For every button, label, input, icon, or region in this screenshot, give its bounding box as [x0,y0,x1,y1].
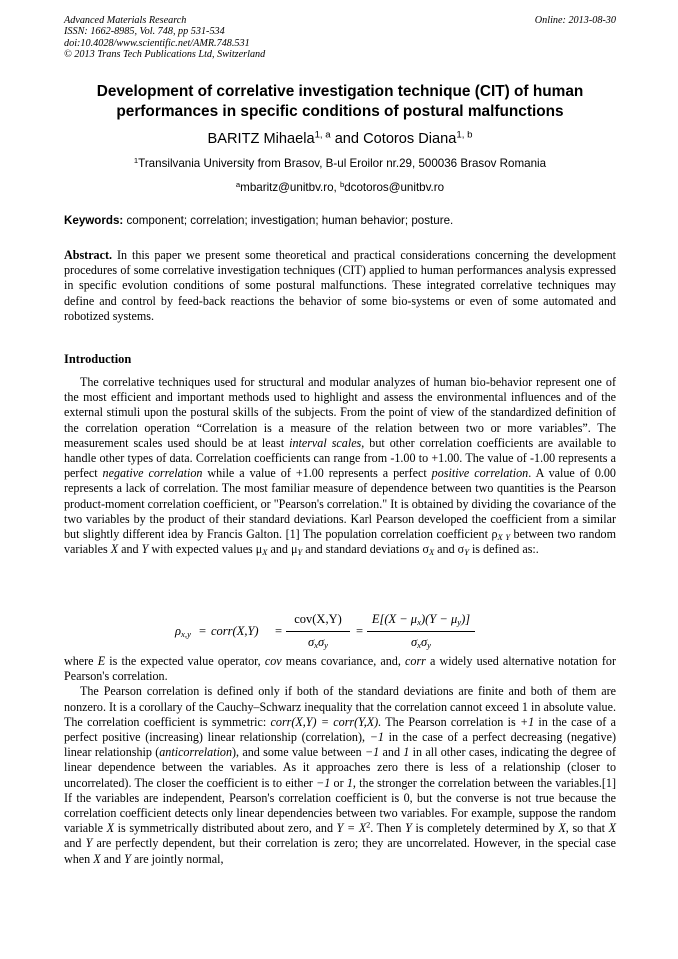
text-run: . A value of 0.00 represents a lack of correlation. The most familiar measure of dependence between two quantities is the Pearson product-moment correlation coefficient, or "Pearson's correlation." It is obtained by dividing the covariance of the two variables by the product of their standard deviations. Karl Pearson developed the coefficient from a similar but slightly different idea by Francis Galton. [1] The population correlation coefficient [64,466,616,542]
author-emails [64,180,616,195]
text-run: are jointly normal, [130,851,224,866]
eq-sigma: σ [318,635,325,649]
intro-paragraphs-2-3 [64,654,616,867]
abstract-label: Abstract. [64,248,113,262]
italic-run: corr(X,Y) = corr(Y,X). [270,714,382,729]
text-run: while a value of +1.00 represents a perfect [202,466,432,481]
eq-expectation-denominator [367,635,475,650]
eq-fraction-expectation [367,612,475,652]
text-run: and [267,542,291,557]
rho-subscript: X Y [497,532,511,543]
text-run: is completely determined by [411,821,559,836]
mu-x-subscript: X [262,547,268,558]
superscript-2: 2 [366,820,371,830]
author-2: Cotoros Diana [363,131,457,147]
online-date: Online: 2013-08-30 [534,15,616,26]
text-run: ), and some value between [232,745,366,760]
text-run: and standard deviations [302,542,423,557]
section-heading-introduction: Introduction [64,352,132,366]
eq-e-part-1: E[(X − μ [371,612,418,626]
copyright-line: © 2013 Trans Tech Publications Ltd, Switzerland [64,49,266,61]
text-run: The Pearson correlation is defined only if both of the standard deviations are finite and both of them are nonzero. It is a corollary of the Cauchy–Schwarz inequality that the correlation cannot exceed 1 in absolute value. The correlation coefficient is symmetric: [64,684,616,729]
correlation-equation [175,612,475,654]
sigma-symbol: σ [422,542,429,557]
italic-run: negative correlation [102,466,203,481]
affiliation-mark: 1 [133,155,139,165]
var-y: Y [405,821,412,836]
email-mark-a: a [235,179,241,189]
eq-sub-y: y [427,640,432,651]
italic-run: −1 [365,745,380,760]
rho-symbol: ρ [491,527,498,542]
italic-run: anticorrelation [159,745,233,760]
author-list [64,130,616,148]
eq-rho: ρ [175,624,181,638]
italic-run: positive correlation [431,466,529,481]
title-line-2: performances in specific conditions of postural malfunctions [116,102,564,120]
intro-paragraph-1 [64,375,616,557]
text-run: between two random variables [64,527,616,557]
eq-sub-y: y [457,617,462,628]
eq-sigma: σ [307,635,315,649]
email-a: mbaritz@unitbv.ro, [240,181,340,194]
italic-run: interval scales [289,435,362,450]
eq-fraction-bar [286,631,350,632]
text-run: and [379,745,404,760]
eq-equals-3: = [356,624,364,638]
italic-run: 1, [346,775,356,790]
italic-run: cov [264,654,282,668]
eq-sub-y: y [324,640,329,651]
author-and: and [330,131,364,147]
italic-run: corr [405,654,426,668]
var-y: Y [124,851,131,866]
eq-cov-numerator [286,612,350,627]
author-1-affiliation: 1, a [314,129,331,141]
eq-rho-subscript: x,y [181,629,191,640]
abstract-text: In this paper we present some theoretical and practical considerations concerning the development procedures of some correlative investigation techniques (CIT) applied to human performances analysis expressed in specific evolution conditions of some postural malfunctions. These integrated correlative techniques may define and control by feed-back reactions the behavior of some bio-systems or even of some automated and robotized systems. [64,248,616,323]
doi-line: doi:10.4028/www.scientific.net/AMR.748.531 [64,37,250,49]
title-line-1: Development of correlative investigation technique (CIT) of human [96,83,584,100]
keywords-text: component; correlation; investigation; human behavior; posture. [123,214,454,227]
text-run: means covariance, and, [281,654,406,668]
text-run: , but other correlation coefficients are available to handle other types of data. Correlation coefficients can range from -1.00 to +1.00. The value of -1.00 represents a perfect [64,435,616,481]
text-run: a widely used alternative notation for Pearson's correlation. [64,654,616,684]
keywords [64,213,616,228]
eq-sigma: σ [421,635,428,649]
eq-e-part-2: )(Y − μ [420,612,458,626]
journal-header [64,15,616,61]
abstract [64,248,616,324]
text-run: is defined as:. [468,542,539,557]
var-x: X [558,821,566,836]
italic-run: E [97,654,106,668]
var-x: X [608,821,617,836]
text-run: The Pearson correlation is [381,714,520,729]
eq-cov-denominator [286,635,350,650]
text-run: is symmetrically distributed about zero, and [113,821,337,836]
email-mark-b: b [339,179,345,189]
text-run: where [64,654,98,668]
var-y: Y [85,836,93,851]
eq-equals-1: = [199,624,207,638]
eq-sub-x: x [417,617,421,628]
text-run: with expected values [148,542,256,557]
eq-e-part-3: )] [461,612,471,626]
text-run: The correlative techniques used for structural and modular analyzes of human bio-behavior represent one of the most efficient and important methods used to highlight and assess the environmental influences and of the external stimuli upon the postural skills of the subjects. From the point of view of the standardized definition of the correlation operation “Correlation is a measure of the relation between two or more variables”. The measurement scales used should be at least [64,375,616,450]
text-run: . Then [370,821,406,836]
eq-sigma: σ [410,635,418,649]
eq-corr: corr(X,Y) [211,624,259,638]
sigma-y-subscript: Y [464,547,469,558]
sigma-x-subscript: X [428,547,435,558]
eq-sub-x: x [314,640,318,651]
text-run: in the case of a perfect decreasing (negative) linear relationship ( [64,730,616,760]
text-run: and [434,542,458,557]
eq-fraction-cov [286,612,350,652]
sigma-symbol: σ [457,542,465,557]
italic-run: 1 [403,745,410,760]
var-x: X [110,542,119,557]
eq-equals-2: = [275,624,283,638]
equation-lhs [175,624,191,639]
journal-name: Advanced Materials Research [64,15,187,26]
author-2-affiliation: 1, b [456,129,473,141]
italic-run: +1 [519,714,535,729]
keywords-label: Keywords: [64,214,124,227]
italic-run: −1 [369,730,384,745]
issn-line: ISSN: 1662-8985, Vol. 748, pp 531-534 [64,26,225,38]
eq-cov: cov(X,Y) [294,612,342,626]
var-y: Y [141,542,149,557]
affiliation [64,156,616,171]
italic-run: −1 [316,775,331,790]
mu-symbol: μ [290,542,298,557]
text-run: are perfectly dependent, but their correlation is zero; they are uncorrelated. However, in the special case when [64,836,616,866]
mu-y-subscript: Y [297,547,303,558]
text-run: or [330,775,347,790]
text-run: and [100,851,125,866]
email-b: dcotoros@unitbv.ro [344,181,445,194]
author-1: BARITZ Mihaela [207,131,315,147]
text-run: in all other cases, indicating the degree of linear dependence between the variables. As it approaches zero there is less of a relationship (closer to uncorrelated). The closer the coefficient is to either [64,745,617,790]
text-run: the stronger the correlation between the variables.[1] If the variables are independent, Pearson's correlation coefficient is 0, but the converse is not true because the correlation coefficient detects only linear dependencies between two variables. For example, suppose the random variable [64,775,616,836]
eq-sub-x: x [417,640,421,651]
paper-title [64,82,616,121]
var-x: X [93,851,101,866]
mu-symbol: μ [255,542,263,557]
affiliation-text: Transilvania University from Brasov, B-ul Eroilor nr.29, 500036 Brasov Romania [138,157,547,170]
eq-fraction-bar [367,631,475,632]
var-x: X [106,821,114,836]
text-run: , so that [565,821,609,836]
text-run: and [118,542,142,557]
italic-run: Y = X [336,821,367,836]
eq-expectation-numerator [367,612,475,627]
text-run: in the case of a perfect positive (increasing) linear relationship (correlation), [64,714,616,745]
text-run: and [64,836,86,851]
text-run: is the expected value operator, [105,654,265,668]
